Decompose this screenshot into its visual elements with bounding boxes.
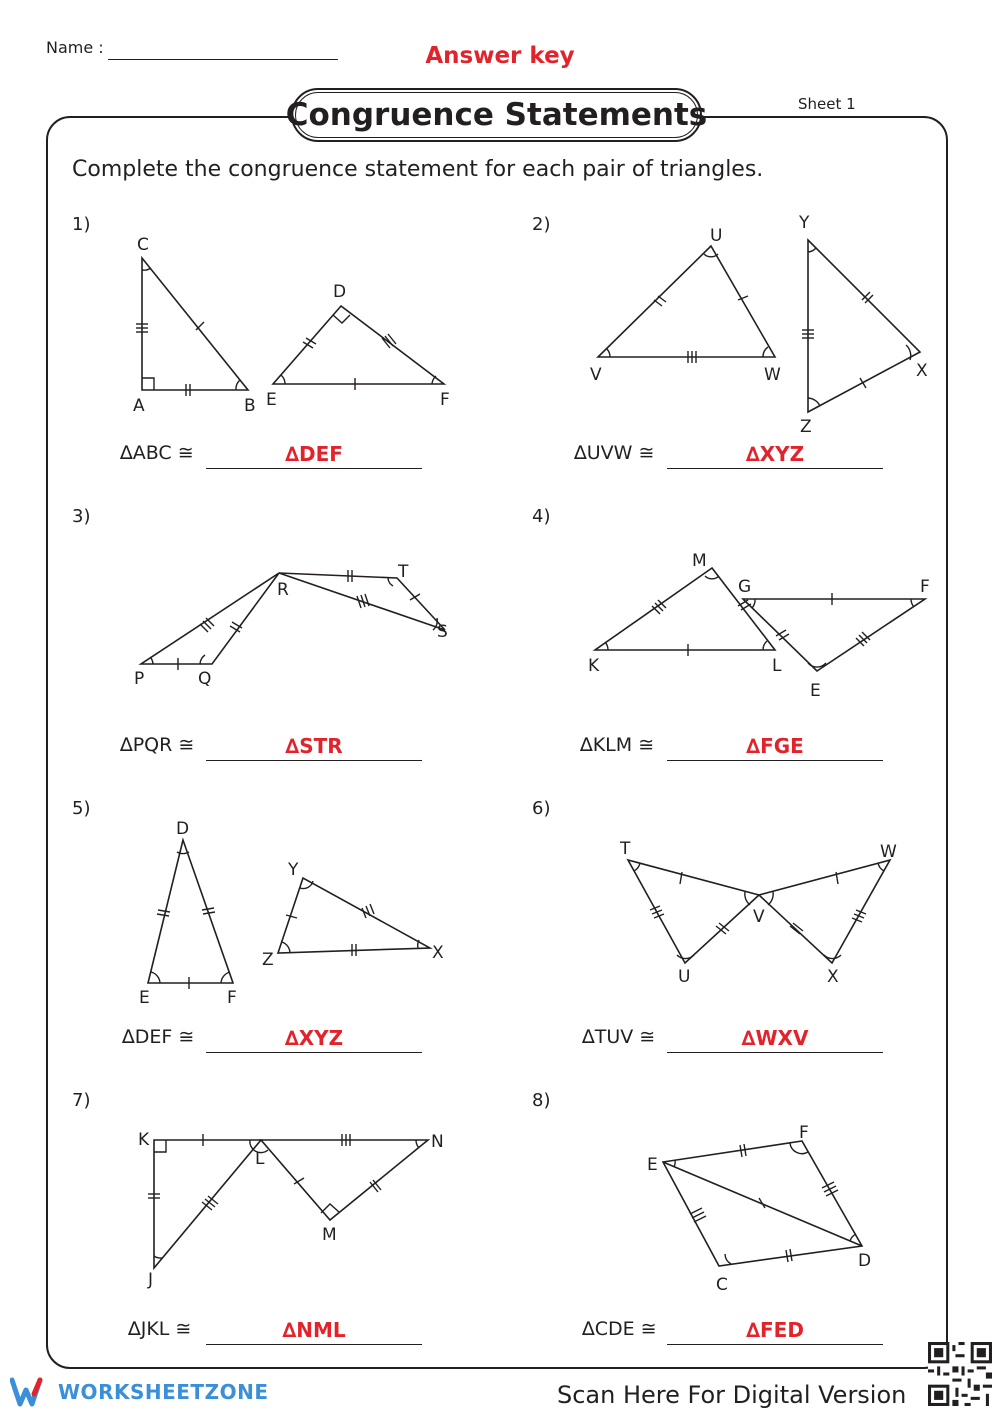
- triangle-pqr: [141, 573, 279, 664]
- problem-number: 1): [72, 214, 91, 235]
- scan-caption: Scan Here For Digital Version: [557, 1381, 907, 1409]
- angle-arc: [200, 655, 205, 664]
- angle-arc: [282, 942, 290, 953]
- vertex-label: G: [738, 577, 752, 597]
- triangle-yzx: [278, 878, 430, 953]
- vertex-label: W: [880, 842, 897, 862]
- answer-text: ∆DEF: [285, 442, 343, 466]
- angle-arc: [911, 599, 914, 607]
- angle-arc: [752, 599, 755, 608]
- vertex-label: N: [431, 1132, 444, 1152]
- tick-mark: [790, 1249, 792, 1261]
- vertex-label: U: [710, 226, 723, 246]
- tick-mark: [158, 910, 170, 912]
- triangle-tvu: [628, 860, 759, 963]
- vertex-label: C: [716, 1275, 728, 1295]
- answer-text: ∆XYZ: [745, 442, 805, 466]
- answer-text: ∆NML: [282, 1318, 346, 1342]
- right-angle-mark: [154, 1140, 166, 1152]
- angle-arc: [763, 641, 767, 650]
- vertex-label: E: [266, 390, 277, 410]
- vertex-label: F: [799, 1123, 809, 1143]
- tick-mark: [157, 914, 169, 916]
- vertex-label: T: [620, 839, 631, 859]
- qr-code-icon[interactable]: [928, 1342, 992, 1406]
- congruence-statement: ∆CDE ≅: [582, 1318, 657, 1340]
- vertex-label: A: [133, 396, 145, 416]
- vertex-label: Y: [799, 213, 810, 233]
- problem-number: 7): [72, 1090, 91, 1111]
- vertex-label: F: [440, 390, 450, 410]
- triangle-rts: [279, 573, 445, 630]
- triangle-klj: [154, 1140, 261, 1268]
- angle-arc: [808, 398, 820, 406]
- triangle-gfe: [743, 599, 925, 671]
- problem-number: 8): [532, 1090, 551, 1111]
- tick-mark: [286, 915, 297, 918]
- triangle-def: [273, 306, 444, 384]
- angle-arc: [878, 863, 884, 871]
- vertex-label: F: [920, 577, 930, 597]
- triangle-uvw: [598, 246, 775, 357]
- angle-arc: [388, 578, 393, 586]
- triangle-wvx: [759, 860, 890, 963]
- vertex-label: D: [176, 819, 190, 839]
- angle-arc: [634, 863, 640, 871]
- vertex-label: X: [916, 361, 928, 381]
- problem-number: 2): [532, 214, 551, 235]
- vertex-label: E: [647, 1155, 658, 1175]
- problem-number: 5): [72, 798, 91, 819]
- congruence-statement: ∆KLM ≅: [580, 734, 655, 756]
- vertex-label: P: [134, 669, 145, 689]
- instructions: Complete the congruence statement for each pair of triangles.: [72, 157, 764, 182]
- tick-mark: [365, 594, 369, 606]
- angle-arc: [808, 248, 816, 252]
- vertex-label: X: [827, 967, 839, 987]
- vertex-label: W: [764, 365, 781, 385]
- triangle-abc: [142, 258, 248, 390]
- vertex-label: T: [398, 562, 409, 582]
- angle-arc: [142, 268, 151, 270]
- problem-number: 6): [532, 798, 551, 819]
- vertex-label: Q: [198, 669, 212, 689]
- vertex-label: C: [137, 235, 149, 255]
- vertex-label: K: [588, 656, 600, 676]
- vertex-label: L: [772, 656, 782, 676]
- triangle-lnm: [261, 1140, 428, 1220]
- logo-text: WORKSHEETZONE: [58, 1380, 269, 1404]
- angle-arc: [725, 1254, 731, 1264]
- congruence-statement: ∆UVW ≅: [574, 442, 655, 464]
- congruence-statement: ∆JKL ≅: [128, 1318, 192, 1340]
- right-angle-mark: [333, 315, 350, 323]
- vertex-label: D: [858, 1251, 872, 1271]
- angle-arc: [416, 1140, 419, 1148]
- right-angle-mark: [142, 378, 154, 390]
- angle-arc: [177, 852, 189, 854]
- triangle-def-5: [148, 840, 233, 983]
- angle-arc: [605, 642, 608, 650]
- answer-text: ∆STR: [285, 734, 343, 758]
- problem-number: 3): [72, 506, 91, 527]
- congruence-statement: ∆DEF ≅: [122, 1026, 195, 1048]
- answer-text: ∆WXV: [741, 1026, 809, 1050]
- angle-arc: [418, 940, 419, 948]
- vertex-label: V: [590, 365, 602, 385]
- congruence-statement: ∆ABC ≅: [120, 442, 194, 464]
- vertex-label: Z: [262, 950, 274, 970]
- angle-arc: [221, 972, 230, 983]
- vertex-label: V: [753, 907, 765, 927]
- answer-text: ∆XYZ: [284, 1026, 344, 1050]
- angle-arc: [281, 375, 285, 384]
- tick-mark: [744, 1144, 746, 1156]
- tick-mark: [410, 594, 420, 600]
- tick-mark: [690, 1208, 702, 1214]
- sheet-number: Sheet 1: [798, 95, 856, 113]
- vertex-label: E: [810, 681, 821, 701]
- tick-mark: [654, 300, 662, 306]
- vertex-label: U: [678, 967, 691, 987]
- tick-mark: [306, 338, 316, 344]
- tick-mark: [370, 904, 374, 914]
- vertex-label: M: [692, 551, 707, 571]
- logo-icon: [10, 1376, 50, 1408]
- angle-arc: [236, 380, 240, 390]
- tick-mark: [786, 1250, 788, 1262]
- angle-arc: [850, 1234, 856, 1241]
- tick-mark: [694, 1216, 706, 1222]
- vertex-label: S: [437, 622, 448, 642]
- angle-arc: [705, 576, 719, 579]
- vertex-label: Z: [800, 417, 812, 437]
- congruence-statement: ∆TUV ≅: [582, 1026, 656, 1048]
- answer-key-label: Answer key: [425, 43, 575, 69]
- name-label: Name :: [46, 38, 104, 57]
- angle-arc: [763, 347, 768, 357]
- vertex-label: M: [322, 1225, 337, 1245]
- vertex-label: L: [255, 1149, 265, 1169]
- vertex-label: E: [139, 988, 150, 1008]
- congruence-statement: ∆PQR ≅: [120, 734, 195, 756]
- tick-mark: [658, 296, 666, 302]
- vertex-label: D: [333, 282, 347, 302]
- vertex-label: X: [432, 943, 444, 963]
- angle-arc: [154, 1256, 162, 1258]
- problem-number: 4): [532, 506, 551, 527]
- vertex-label: K: [138, 1130, 150, 1150]
- angle-arc: [432, 376, 436, 384]
- tick-mark: [740, 1145, 742, 1157]
- triangle-yxz: [808, 240, 920, 412]
- vertex-label: F: [227, 988, 237, 1008]
- angle-arc: [607, 349, 610, 357]
- vertex-label: B: [244, 396, 256, 416]
- tick-mark: [357, 596, 361, 608]
- page-title: Congruence Statements: [295, 92, 698, 138]
- tick-mark: [202, 908, 214, 910]
- angle-arc: [151, 972, 160, 983]
- answer-text: ∆FGE: [746, 734, 804, 758]
- vertex-label: R: [277, 580, 289, 600]
- brand-logo: [10, 1376, 268, 1408]
- tick-mark: [203, 912, 215, 914]
- answer-text: ∆FED: [746, 1318, 804, 1342]
- tick-mark: [692, 1212, 704, 1218]
- vertex-label: J: [148, 1270, 154, 1290]
- vertex-label: Y: [288, 860, 299, 880]
- angle-arc: [151, 658, 153, 664]
